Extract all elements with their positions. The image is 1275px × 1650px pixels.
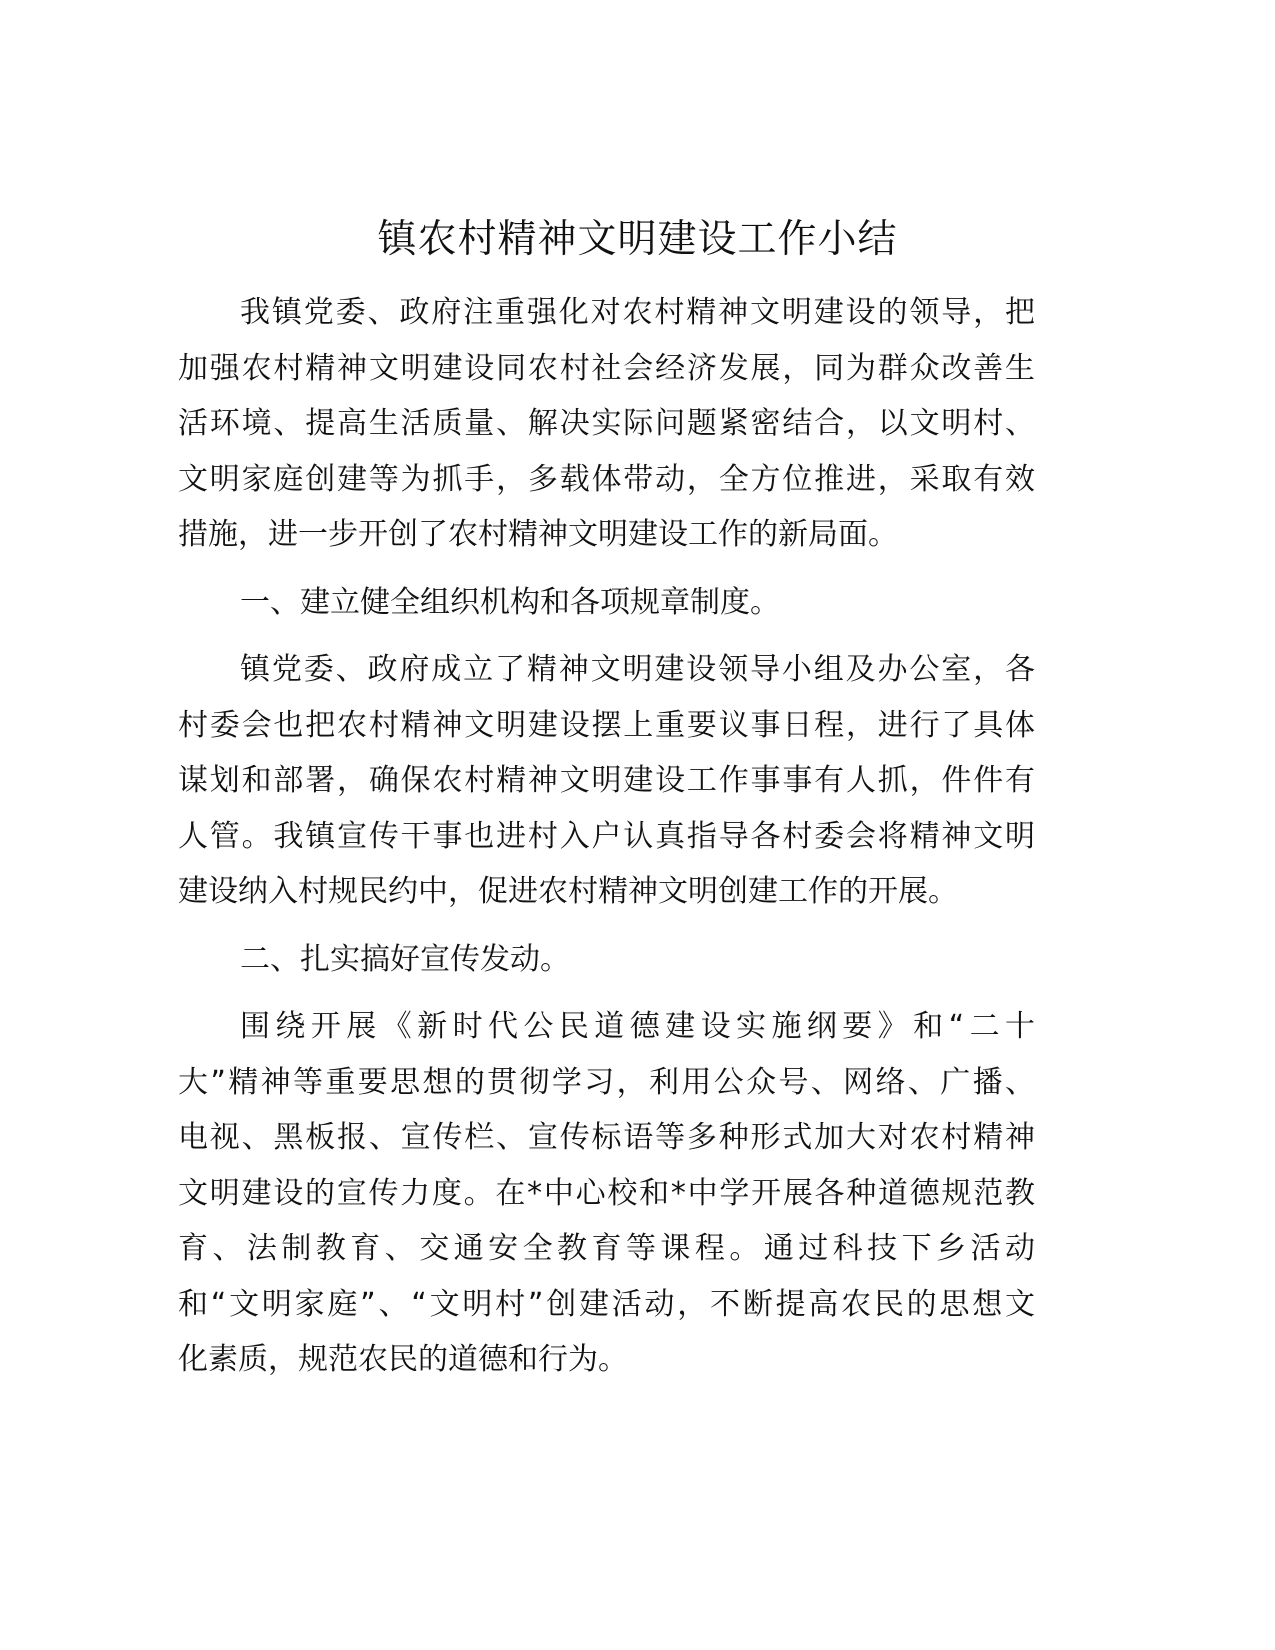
text-line: 化素质，规范农民的道德和行为。	[178, 1342, 628, 1377]
text-line: 一、建立健全组织机构和各项规章制度。	[240, 584, 780, 620]
text-line: 镇党委、政府成立了精神文明建设领导小组及办公室，各	[240, 652, 1035, 687]
text-line: 人管。我镇宣传干事也进村入户认真指导各村委会将精神文明	[178, 818, 1035, 854]
text-line: 电视、黑板报、宣传栏、宣传标语等多种形式加大对农村精神	[178, 1120, 1035, 1155]
text-line: 谋划和部署，确保农村精神文明建设工作事事有人抓，件件有	[178, 763, 1035, 798]
paragraph	[178, 999, 1035, 1388]
text-line: 措施，进一步开创了农村精神文明建设工作的新局面。	[178, 517, 898, 552]
text-line: 加强农村精神文明建设同农村社会经济发展，同为群众改善生	[178, 350, 1035, 386]
text-line: 村委会也把农村精神文明建设摆上重要议事日程，进行了具体	[178, 707, 1035, 743]
text-line: 围绕开展《新时代公民道德建设实施纲要》和“二十	[240, 1009, 1035, 1044]
document-body	[178, 285, 1035, 1400]
text-line: 文明家庭创建等为抓手，多载体带动，全方位推进，采取有效	[178, 461, 1035, 497]
text-line: 二、扎实搞好宣传发动。	[240, 941, 570, 977]
text-line: 我镇党委、政府注重强化对农村精神文明建设的领导，把	[240, 295, 1035, 330]
section-heading	[178, 575, 1035, 631]
paragraph	[178, 285, 1035, 563]
text-line: 文明建设的宣传力度。在*中心校和*中学开展各种道德规范教	[178, 1175, 1035, 1211]
document-title: 镇农村精神文明建设工作小结	[377, 217, 898, 262]
text-line: 和“文明家庭”、“文明村”创建活动，不断提高农民的思想文	[178, 1286, 1035, 1322]
text-line: 育、法制教育、交通安全教育等课程。通过科技下乡活动	[178, 1231, 1035, 1266]
text-line: 活环境、提高生活质量、解决实际问题紧密结合，以文明村、	[178, 406, 1035, 441]
text-line: 建设纳入村规民约中，促进农村精神文明创建工作的开展。	[178, 874, 958, 909]
paragraph	[178, 642, 1035, 920]
section-heading	[178, 932, 1035, 988]
text-line: 大”精神等重要思想的贯彻学习，利用公众号、网络、广播、	[178, 1064, 1035, 1100]
